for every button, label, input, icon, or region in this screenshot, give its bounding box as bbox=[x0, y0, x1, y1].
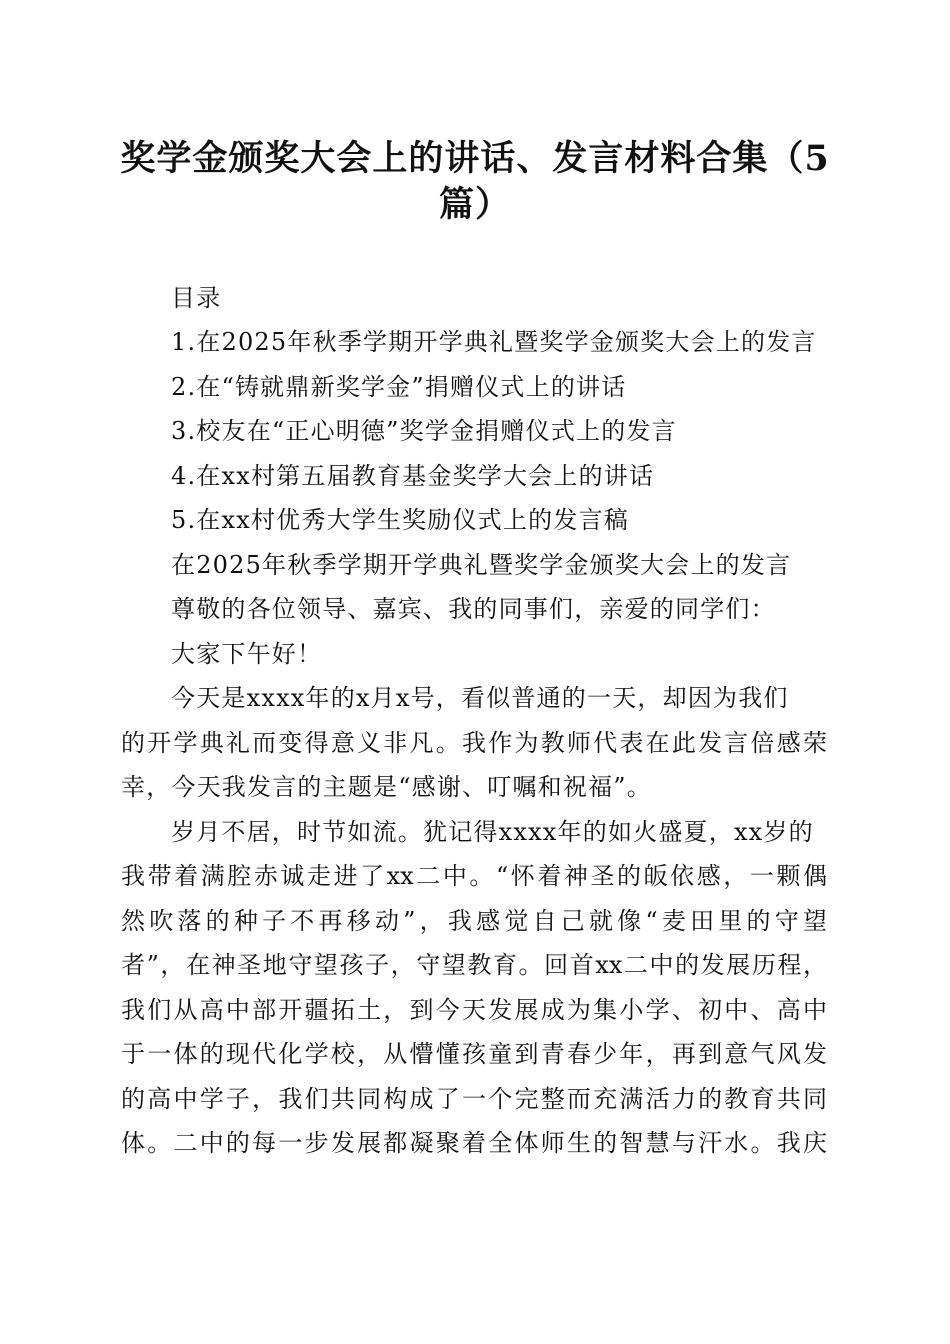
speech-heading: 在2025年秋季学期开学典礼暨奖学金颁奖大会上的发言 bbox=[171, 551, 792, 579]
toc-item-3: 3.校友在“正心明德”奖学金捐赠仪式上的发言 bbox=[171, 417, 677, 445]
para2-line-7: 的高中学子，我们共同构成了一个完整而充满活力的教育共同 bbox=[121, 1085, 827, 1113]
para1-line-3: 幸，今天我发言的主题是“感谢、叮嘱和祝福”。 bbox=[121, 773, 652, 801]
para2-line-1: 岁月不居，时节如流。犹记得xxxx年的如火盛夏，xx岁的 bbox=[171, 818, 814, 846]
document-title: 奖学金颁奖大会上的讲话、发言材料合集（5篇） bbox=[120, 138, 830, 225]
para2-line-5: 我们从高中部开疆拓土，到今天发展成为集小学、初中、高中 bbox=[121, 996, 827, 1024]
toc-item-2: 2.在“铸就鼎新奖学金”捐赠仪式上的讲话 bbox=[171, 373, 627, 401]
para2-line-3: 然吹落的种子不再移动”，我感觉自己就像“麦田里的守望 bbox=[121, 907, 827, 935]
toc-item-1: 1.在2025年秋季学期开学典礼暨奖学金颁奖大会上的发言 bbox=[171, 328, 817, 356]
para2-line-2: 我带着满腔赤诚走进了xx二中。“怀着神圣的皈依感，一颗偶 bbox=[121, 862, 827, 890]
toc-heading: 目录 bbox=[171, 284, 222, 312]
para2-line-4: 者”，在神圣地守望孩子，守望教育。回首xx二中的发展历程， bbox=[121, 951, 827, 979]
para2-line-8: 体。二中的每一步发展都凝聚着全体师生的智慧与汗水。我庆 bbox=[121, 1129, 827, 1157]
para1-line-1: 今天是xxxx年的x月x号，看似普通的一天，却因为我们 bbox=[171, 684, 789, 712]
speech-salutation: 尊敬的各位领导、嘉宾、我的同事们，亲爱的同学们： bbox=[171, 595, 776, 623]
toc-item-4: 4.在xx村第五届教育基金奖学大会上的讲话 bbox=[171, 462, 655, 490]
toc-item-5: 5.在xx村优秀大学生奖励仪式上的发言稿 bbox=[171, 506, 629, 534]
para2-line-6: 于一体的现代化学校，从懵懂孩童到青春少年，再到意气风发 bbox=[121, 1040, 827, 1068]
speech-greeting: 大家下午好！ bbox=[171, 640, 323, 668]
para1-line-2: 的开学典礼而变得意义非凡。我作为教师代表在此发言倍感荣 bbox=[121, 729, 827, 757]
